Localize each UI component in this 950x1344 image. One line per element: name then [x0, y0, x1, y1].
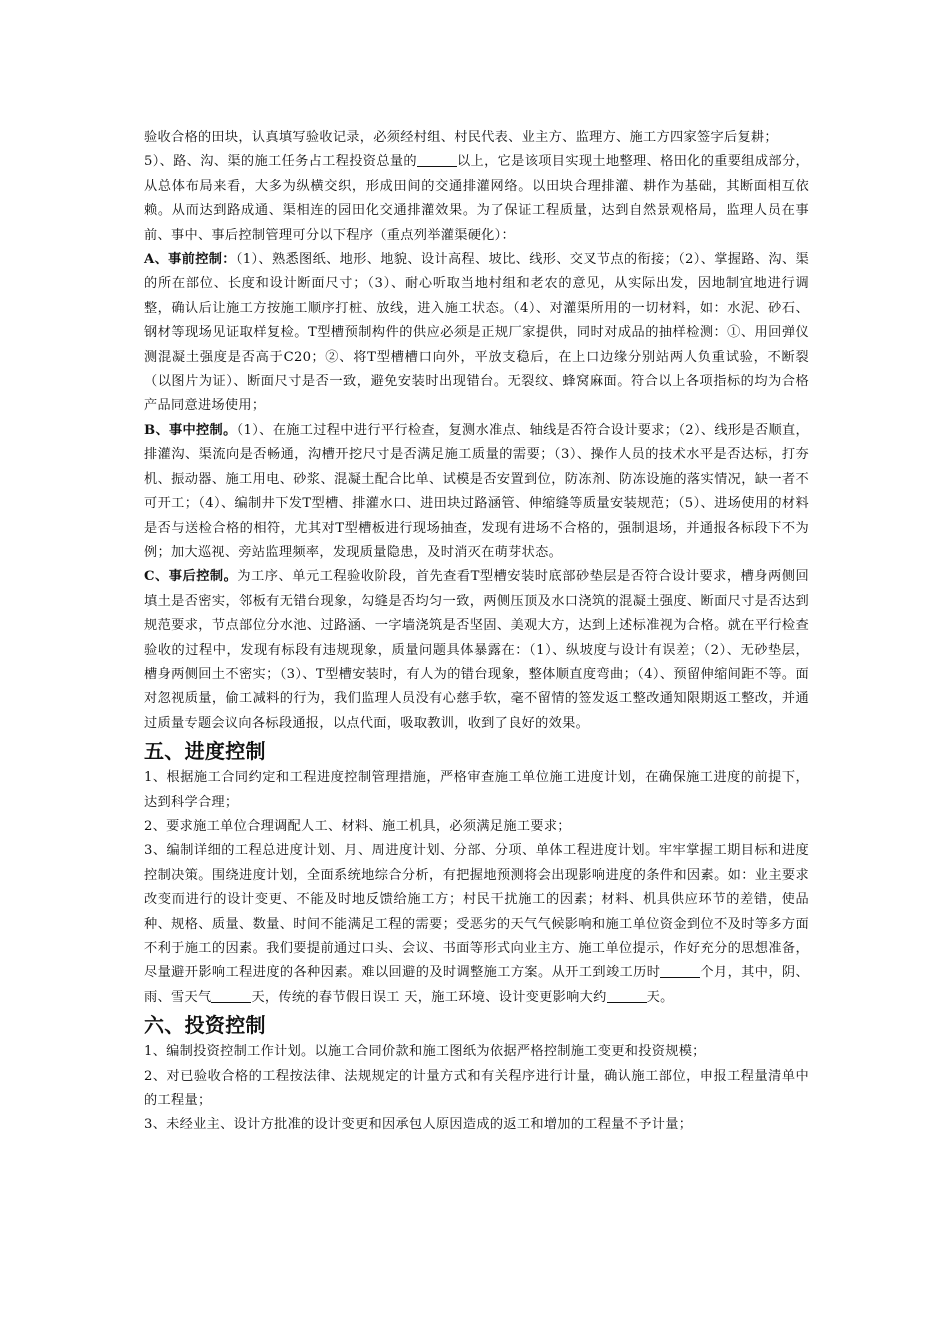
- section6-item-2: 2、对已验收合格的工程按法律、法规规定的计量方式和有关程序进行计量，确认施工部位，申报工程量清单中的工程量；: [144, 1068, 809, 1109]
- section6-item-3: 3、未经业主、设计方批准的设计变更和因承包人原因造成的返工和增加的工程量不予计量；: [144, 1117, 693, 1133]
- fill-blank: [607, 988, 647, 1003]
- section-a-paragraph: [144, 248, 809, 419]
- section5-heading: 五、进度控制: [144, 739, 266, 764]
- fill-blank: [211, 988, 251, 1003]
- document-body: [144, 126, 809, 1138]
- section-b-paragraph: [144, 419, 809, 565]
- intro-paragraph: [144, 150, 809, 248]
- section5-item-1: 1、根据施工合同约定和工程进度控制管理措施，严格审查施工单位施工进度计划，在确保施工进度的前提下，达到科学合理；: [144, 770, 809, 810]
- section-a-text: （1）、熟悉图纸、地形、地貌、设计高程、坡比、线形、交叉节点的衔接；（2）、掌握路、沟、渠的所在部位、长度和设计断面尺寸；（3）、耐心听取当地村组和老农的意见，从实际出发，因地制宜地进行调整，确认后让施工方按施工顺序打桩、放线，进入施工状态。（4）、对灌渠所用的一切材料，如：水泥、砂石、钢材等现场见证取样复检。T型槽预制构件的供应必须是正规厂家提供，同时对成品的抽样检测：①、用回弹仪测混凝土强度是否高于C20；②、将T型槽槽口向外，平放支稳后，在上口边缘分别站两人负重试验，不断裂（以图片为证）、断面尺寸是否一致，避免安装时出现错台。无裂纹、蜂窝麻面。符合以上各项指标的均为合格产品同意进场使用；: [144, 252, 809, 414]
- section5-item-3-text-4: 天。: [646, 989, 674, 1005]
- section5-item-3-text-2: 个月，其中，阴、雨、雪天气: [144, 965, 809, 1005]
- section5-item-3: [144, 839, 809, 1010]
- section5-item-3-text-3: 天，传统的春节假日误工 天，施工环境、设计变更影响大约: [251, 989, 607, 1005]
- fill-blank: [660, 963, 700, 978]
- section5-item-2: 2、要求施工单位合理调配人工、材料、施工机具，必须满足施工要求；: [144, 818, 571, 834]
- section-c-text: 为工序、单元工程验收阶段，首先查看T型槽安装时底部砂垫层是否符合设计要求，槽身两侧回填土是否密实，邻板有无错台现象，勾缝是否均匀一致，两侧压顶及水口浇筑的混凝土强度、断面尺寸是否达到规范要求，节点部位分水池、过路涵、一字墙浇筑是否坚固、美观大方，达到上述标准视为合格。就在平行检查验收的过程中，发现有标段有违规现象，质量问题具体暴露在：（1）、纵坡度与设计有误差；（2）、无砂垫层，槽身两侧回土不密实；（3）、T型槽安装时，有人为的错台现象，整体顺直度弯曲；（4）、预留伸缩间距不等。面对忽视质量，偷工减料的行为，我们监理人员没有心慈手软，毫不留情的签发返工整改通知限期返工整改，并通过质量专题会议向各标段通报，以点代面，吸取教训，收到了良好的效果。: [144, 569, 809, 731]
- section-c-label: C、事后控制。: [144, 569, 238, 585]
- fill-blank: [417, 152, 457, 167]
- section-b-text: （1）、在施工过程中进行平行检查，复测水准点、轴线是否符合设计要求；（2）、线形是否顺直，排灌沟、渠流向是否畅通，沟槽开挖尺寸是否满足施工质量的需要；（3）、操作人员的技术水平是否达标，打夯机、振动器、施工用电、砂浆、混凝土配合比单、试模是否安置到位，防冻剂、防冻设施的落实情况，缺一者不可开工；（4）、编制井下发T型槽、排灌水口、进田块过路涵管、伸缩缝等质量安装规范；（5）、进场使用的材料是否与送检合格的相符，尤其对T型槽板进行现场抽查，发现有进场不合格的，强制退场，并通报各标段下不为例；加大巡视、旁站监理频率，发现质量隐患，及时消灭在萌芽状态。: [144, 422, 809, 560]
- section-a-label: A、事前控制：: [144, 252, 236, 268]
- section6-heading: 六、投资控制: [144, 1013, 266, 1038]
- section-b-label: B、事中控制。: [144, 422, 237, 438]
- intro-line: 验收合格的田块，认真填写验收记录，必须经村组、村民代表、业主方、监理方、施工方四家签字后复耕；: [144, 130, 778, 145]
- section6-item-1: 1、编制投资控制工作计划。以施工合同价款和施工图纸为依据严格控制施工变更和投资规模；: [144, 1044, 706, 1060]
- intro-text-before-blank: 5）、路、沟、渠的施工任务占工程投资总量的: [144, 154, 417, 170]
- intro-text-after-blank: 以上，它是该项目实现土地整理、格田化的重要组成部分，从总体布局来看，大多为纵横交织，形成田间的交通排灌网络。以田块合理排灌、耕作为基础，其断面相互依赖。从而达到路成通、渠相连的园田化交通排灌效果。为了保证工程质量，达到自然景观格局，监理人员在事前、事中、事后控制管理可分以下程序（重点列举灌渠硬化）：: [144, 154, 809, 243]
- section-c-paragraph: [144, 565, 809, 736]
- section5-item-3-text-1: 3、编制详细的工程总进度计划、月、周进度计划、分部、分项、单体工程进度计划。牢牢掌握工期目标和进度控制决策。围绕进度计划，全面系统地综合分析，有把握地预测将会出现影响进度的条件和因素。如：业主要求改变而进行的设计变更、不能及时地反馈给施工方；村民干扰施工的因素；材料、机具供应环节的差错，使品种、规格、质量、数量、时间不能满足工程的需要；受恶劣的天气气候影响和施工单位资金到位不及时等多方面不利于施工的因素。我们要提前通过口头、会议、书面等形式向业主方、施工单位提示，作好充分的思想准备，尽量避开影响工程进度的各种因素。难以回避的及时调整施工方案。从开工到竣工历时: [144, 843, 809, 981]
